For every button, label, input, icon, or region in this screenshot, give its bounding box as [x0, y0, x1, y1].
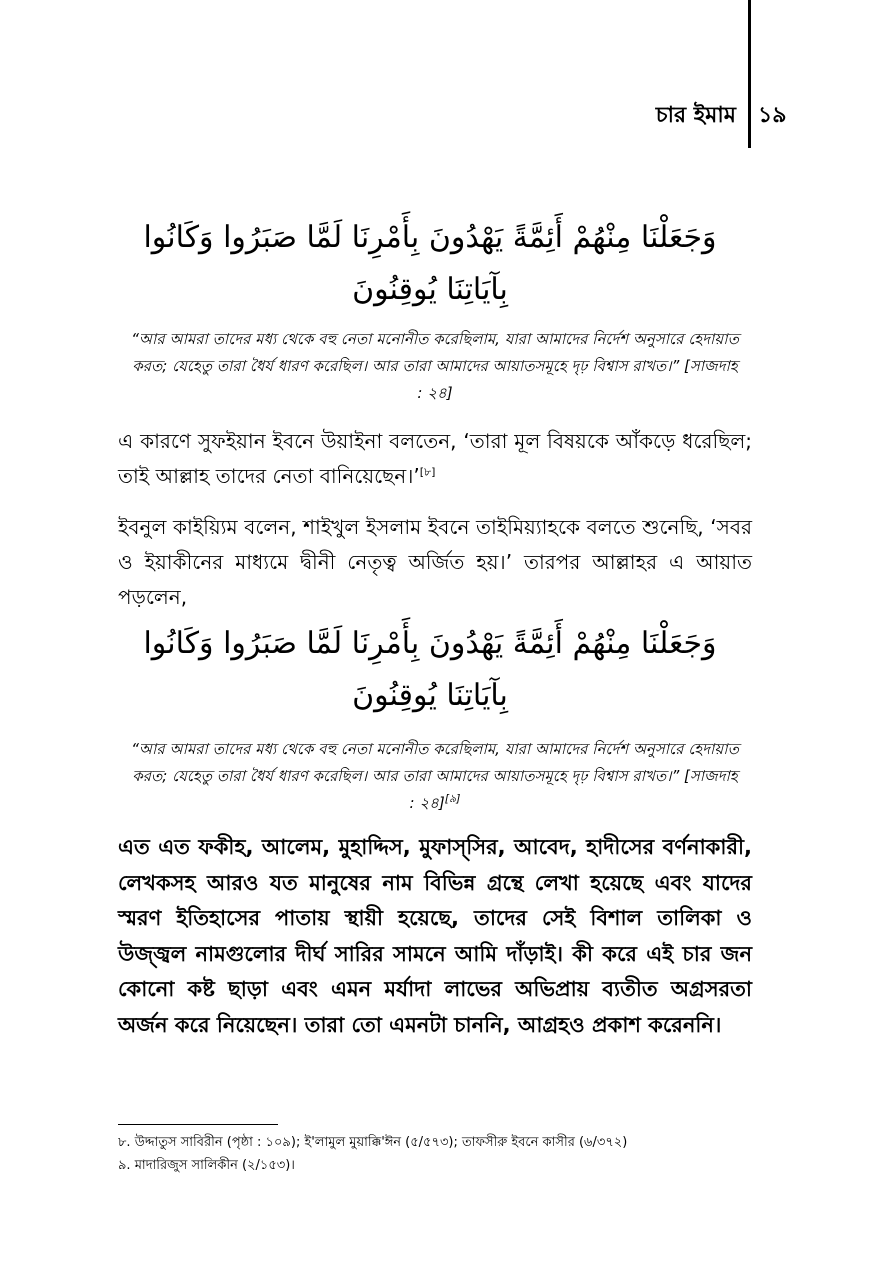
footnote-8: ৮. উদ্দাতুস সাবিরীন (পৃষ্ঠা : ১০৯); ই'লামুল মুয়াক্কি'ঈন (৫/৫৭৩); তাফসীরু ইবনে কাসীর (৬/৩৭২) [118, 1135, 628, 1150]
paragraph-four-imams: এত এত ফকীহ, আলেম, মুহাদ্দিস, মুফাস্‌সির, আবেদ, হাদীসের বর্ণনাকারী, লেখকসহ আরও যত মানুষের নাম বিভিন্ন গ্রন্থে লেখা হয়েছে এবং যাদের স্মরণ ইতিহাসের পাতায় স্থায়ী হয়েছে, তাদের সেই বিশাল তালিকা ও উজ্জ্বল নামগুলোর দীর্ঘ সারির সামনে আমি দাঁড়াই। কী করে এই চার জন কোনো কষ্ট ছাড়া এবং এমন মর্যাদা লাভের অভিপ্রায় ব্যতীত অগ্রসরতা অর্জন করে নিয়েছেন। তারা তো এমনটা চাননি, আগ্রহও প্রকাশ করেননি। [118, 835, 752, 1037]
footnote-divider [118, 1124, 278, 1125]
quran-verse-1: وَجَعَلْنَا مِنْهُمْ أَئِمَّةً يَهْدُونَ بِأَمْرِنَا لَمَّا صَبَرُوا وَكَانُوا بِآيَاتِنَا يُوقِنُونَ [143, 220, 717, 307]
verse-2-translation [130, 736, 740, 817]
footnote-ref-9: [৯] [444, 792, 461, 805]
paragraph-sufyan-text: এ কারণে সুফইয়ান ইবনে উয়াইনা বলতেন, ‘তারা মূল বিষয়কে আঁকড়ে ধরেছিল; তাই আল্লাহ তাদের নেতা বানিয়েছেন।’ [118, 429, 752, 488]
running-header-title: চার ইমাম [655, 103, 736, 128]
paragraph-ibn-qayyim: ইবনুল কাইয়্যিম বলেন, শাইখুল ইসলাম ইবনে তাইমিয়্যাহকে বলতে শুনেছি, ‘সবর ও ইয়াকীনের মাধ্যমে দ্বীনী নেতৃত্ব অর্জিত হয়।’ তারপর আল্লাহর এ আয়াত পড়লেন, [118, 515, 752, 609]
verse-2-translation-text: “আর আমরা তাদের মধ্য থেকে বহু নেতা মনোনীত করেছিলাম, যারা আমাদের নির্দেশ অনুসারে হেদায়াত করত; যেহেতু তারা ধৈর্য ধারণ করেছিল। আর তারা আমাদের আয়াতসমূহে দৃঢ় বিশ্বাস রাখত।” [সাজদাহ : ২৪] [131, 740, 739, 812]
header-divider [748, 0, 751, 148]
footnote-9: ৯. মাদারিজুস সালিকীন (২/১৫৩)। [118, 1158, 295, 1173]
paragraph-sufyan [118, 424, 752, 494]
verse-1-translation: “আর আমরা তাদের মধ্য থেকে বহু নেতা মনোনীত করেছিলাম, যারা আমাদের নির্দেশ অনুসারে হেদায়াত করত; যেহেতু তারা ধৈর্য ধারণ করেছিল। আর তারা আমাদের আয়াতসমূহে দৃঢ় বিশ্বাস রাখত।” [সাজদাহ : ২৪] [131, 330, 739, 402]
footnote-ref-8: [৮] [419, 465, 436, 479]
page-number: ১৯ [758, 103, 787, 128]
quran-verse-2: وَجَعَلْنَا مِنْهُمْ أَئِمَّةً يَهْدُونَ بِأَمْرِنَا لَمَّا صَبَرُوا وَكَانُوا بِآيَاتِنَا يُوقِنُونَ [143, 626, 717, 713]
